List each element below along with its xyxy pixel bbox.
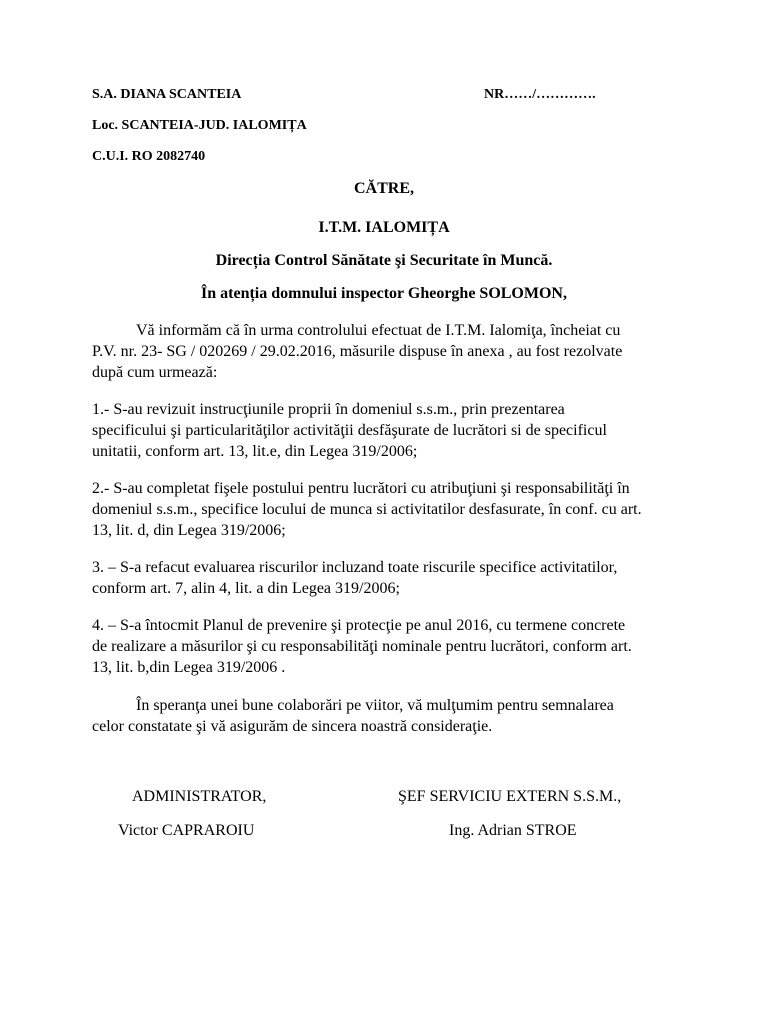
measure-line: de realizare a măsurilor şi cu responsabilităţi nominale pentru lucrători, conform art. (92, 638, 632, 655)
measure-line: specificului şi particularităţilor activităţii desfăşurate de lucrători si de specificul (92, 422, 607, 439)
measure-item-1 (92, 399, 712, 462)
registration-number: NR……/…………. (484, 87, 596, 102)
addressee-attention: În atenția domnului inspector Gheorghe SOLOMON, (201, 285, 567, 302)
company-location: Loc. SCANTEIA-JUD. IALOMIȚA (92, 118, 307, 133)
intro-paragraph (92, 320, 712, 383)
closing-line: celor constatate şi vă asigurăm de sincera noastră consideraţie. (92, 718, 493, 735)
signature-left-title: ADMINISTRATOR, (132, 788, 267, 805)
intro-line: P.V. nr. 23- SG / 020269 / 29.02.2016, măsurile dispuse în anexa , au fost rezolvate (92, 343, 623, 360)
signature-right-title: ŞEF SERVICIU EXTERN S.S.M., (398, 788, 622, 805)
addressee-direction: Direcția Control Sănătate şi Securitate în Muncă. (215, 252, 553, 269)
measure-line: 13, lit. d, din Legea 319/2006; (92, 522, 286, 539)
company-cui: C.U.I. RO 2082740 (92, 149, 206, 164)
measure-line: 4. – S-a întocmit Planul de prevenire şi protecţie pe anul 2016, cu termene concrete (92, 617, 626, 634)
measure-line: 1.- S-au revizuit instrucţiunile proprii în domeniul s.s.m., prin prezentarea (92, 401, 565, 418)
addressee-to: CĂTRE, (353, 180, 414, 197)
measure-item-3 (92, 557, 712, 599)
signature-right-name: Ing. Adrian STROE (449, 822, 577, 839)
intro-line: Vă informăm că în urma controlului efectuat de I.T.M. Ialomiţa, încheiat cu (136, 322, 621, 339)
measure-line: 2.- S-au completat fişele postului pentru lucrători cu atribuţiuni şi responsabilităţi în (92, 480, 630, 497)
signature-left-name: Victor CAPRAROIU (118, 822, 255, 839)
closing-line: În speranţa unei bune colaborări pe viitor, vă mulţumim pentru semnalarea (136, 697, 614, 714)
measure-item-2 (92, 478, 712, 541)
addressee-institution: I.T.M. IALOMIȚA (318, 219, 450, 236)
closing-paragraph (92, 695, 712, 737)
company-name: S.A. DIANA SCANTEIA (92, 87, 242, 102)
measure-line: domeniul s.s.m., specifice locului de munca si activitatilor desfasurate, în conf. cu art. (92, 501, 642, 518)
measure-line: conform art. 7, alin 4, lit. a din Legea 319/2006; (92, 580, 400, 597)
intro-line: după cum urmează: (92, 364, 218, 381)
measure-item-4 (92, 615, 712, 678)
measure-line: 3. – S-a refacut evaluarea riscurilor incluzand toate riscurile specifice activitatilor, (92, 559, 618, 576)
measure-line: 13, lit. b,din Legea 319/2006 . (92, 659, 286, 676)
measure-line: unitatii, conform art. 13, lit.e, din Legea 319/2006; (92, 443, 418, 460)
